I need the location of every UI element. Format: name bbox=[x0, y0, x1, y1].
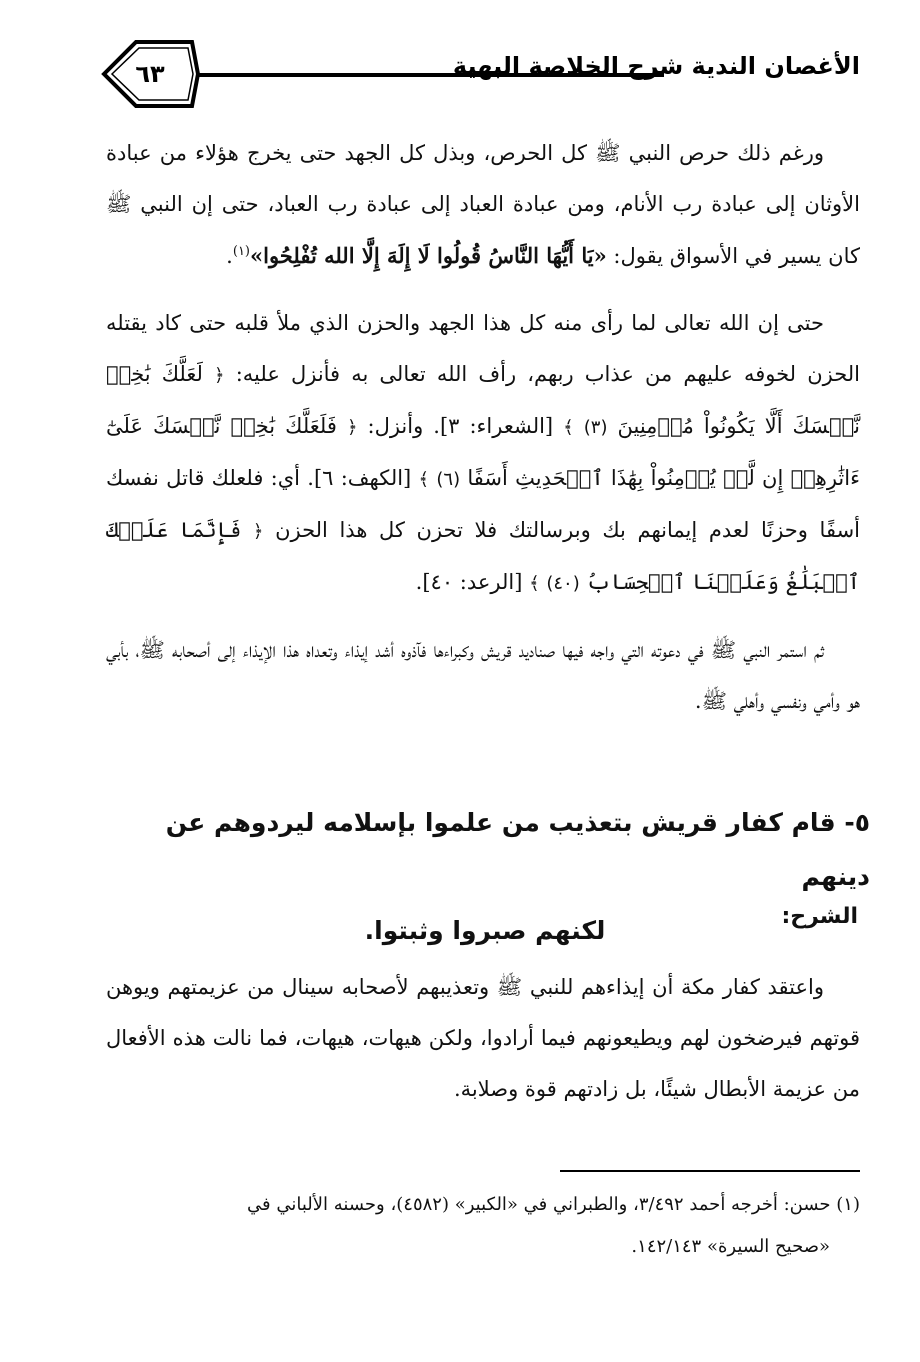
section-heading bbox=[100, 796, 870, 958]
quran-verse-3: فَإِنَّمَا عَلَيۡكَ ٱلۡبَلَٰغُ وَعَلَيۡنَا ٱلۡحِسَابُ bbox=[106, 518, 860, 594]
ornate-bracket-open-icon: ﴿ bbox=[252, 521, 264, 542]
paragraph-1-text: ورغم ذلك حرص النبي ﷺ كل الحرص، وبذل كل الجهد حتى يخرج هؤلاء من عبادة الأوثان إلى عبادة رب الأنام، ومن عبادة العباد إلى عبادة رب العباد، حتى إن النبي ﷺ كان يسير في الأسواق يقول: bbox=[106, 141, 860, 268]
footnote-line-2: «صحيح السيرة» ١٤٢/١٤٣. bbox=[631, 1236, 830, 1257]
quran-verse-2: فَلَعَلَّكَ بَٰخِعٞ نَّفۡسَكَ عَلَىٰٓ ءَاثَٰرِهِمۡ إِن لَّمۡ يُؤۡمِنُواْ بِهَٰذَا ٱلۡحَدِيثِ أَسَفًا bbox=[106, 414, 860, 490]
hadith-quote: «يَا أَيُّهَا النَّاسُ قُولُوا لَا إِلَهَ إِلَّا الله تُفْلِحُوا» bbox=[250, 243, 607, 268]
ornate-bracket-close-icon: ﴾ bbox=[529, 573, 540, 594]
page-header bbox=[100, 30, 860, 120]
paragraph-1 bbox=[106, 128, 860, 282]
section-heading-line-1: ٥- قام كفار قريش بتعذيب من علموا بإسلامه ليردوهم عن دينهم bbox=[165, 808, 870, 891]
paragraph-2 bbox=[106, 298, 860, 609]
verse-number-3: (٤٠) bbox=[546, 573, 580, 594]
quran-verse-1: لَعَلَّكَ بَٰخِعٞ نَّفۡسَكَ أَلَّا يَكُونُواْ مُؤۡمِنِينَ bbox=[106, 362, 861, 438]
ornate-bracket-open-icon: ﴿ bbox=[214, 365, 225, 386]
paragraph-4: واعتقد كفار مكة أن إيذاءهم للنبي ﷺ وتعذيبهم لأصحابه سينال من عزيمتهم ويوهن قوتهم فيرضخون لهم ويطيعونهم فيما أرادوا، ولكن هيهات، هيهات، فما نالت هذه الأفعال من عزيمة الأبطال شيئًا، بل زادتهم قوة وصلابة. bbox=[106, 975, 860, 1101]
verse-reference-1: [الشعراء: ٣]. وأنزل: bbox=[367, 414, 554, 438]
page-number: ٦٣ bbox=[135, 60, 165, 88]
footnote-divider bbox=[560, 1170, 860, 1172]
verse-reference-3: [الرعد: ٤٠]. bbox=[415, 570, 523, 594]
verse-number-1: (٣) bbox=[583, 417, 608, 438]
paragraph-3: ثم استمر النبي ﷺ في دعوته التي واجه فيها صناديد قريش وكبراءها فآذوه أشد إيذاء وتعداه هذا الإيذاء إلى أصحابه ﷺ، بأبي هو وأمي ونفسي وأهلي ﷺ. bbox=[106, 638, 860, 713]
verse-number-2: (٦) bbox=[436, 469, 461, 490]
paragraph-1-end: . bbox=[226, 244, 233, 268]
footnote-ref[interactable]: (١) bbox=[232, 244, 250, 259]
footnote-line-1: (١) حسن: أخرجه أحمد ٣/٤٩٢، والطبراني في «الكبير» (٤٥٨٢)، وحسنه الألباني في bbox=[247, 1194, 860, 1215]
explanation-text bbox=[106, 962, 860, 1115]
page-number-badge bbox=[100, 38, 200, 110]
ornate-bracket-close-icon: ﴾ bbox=[563, 417, 574, 438]
ornate-bracket-close-icon: ﴾ bbox=[418, 469, 430, 490]
section-heading-line-2: لكنهم صبروا وثبتوا. bbox=[364, 916, 606, 945]
paragraph-2-text: حتى إن الله تعالى لما رأى منه كل هذا الجهد والحزن الذي ملأ قلبه حتى كاد يقتله الحزن لخوفه عليهم من عذاب ربهم، رأف الله تعالى به فأنزل عليه: bbox=[106, 311, 860, 386]
footnote bbox=[106, 1184, 860, 1268]
sharh-label: الشرح: bbox=[781, 904, 858, 929]
ornate-bracket-open-icon: ﴿ bbox=[346, 417, 358, 438]
verse-reference-2: [الكهف: ٦]. أي: فلعلك قاتل نفسك أسفًا وحزنًا لعدم إيمانهم بك وبرسالتك فلا تحزن كل هذا الحزن bbox=[106, 466, 860, 542]
running-title: الأغصان الندية شرح الخلاصة البهية bbox=[452, 52, 860, 80]
main-text bbox=[106, 128, 860, 727]
